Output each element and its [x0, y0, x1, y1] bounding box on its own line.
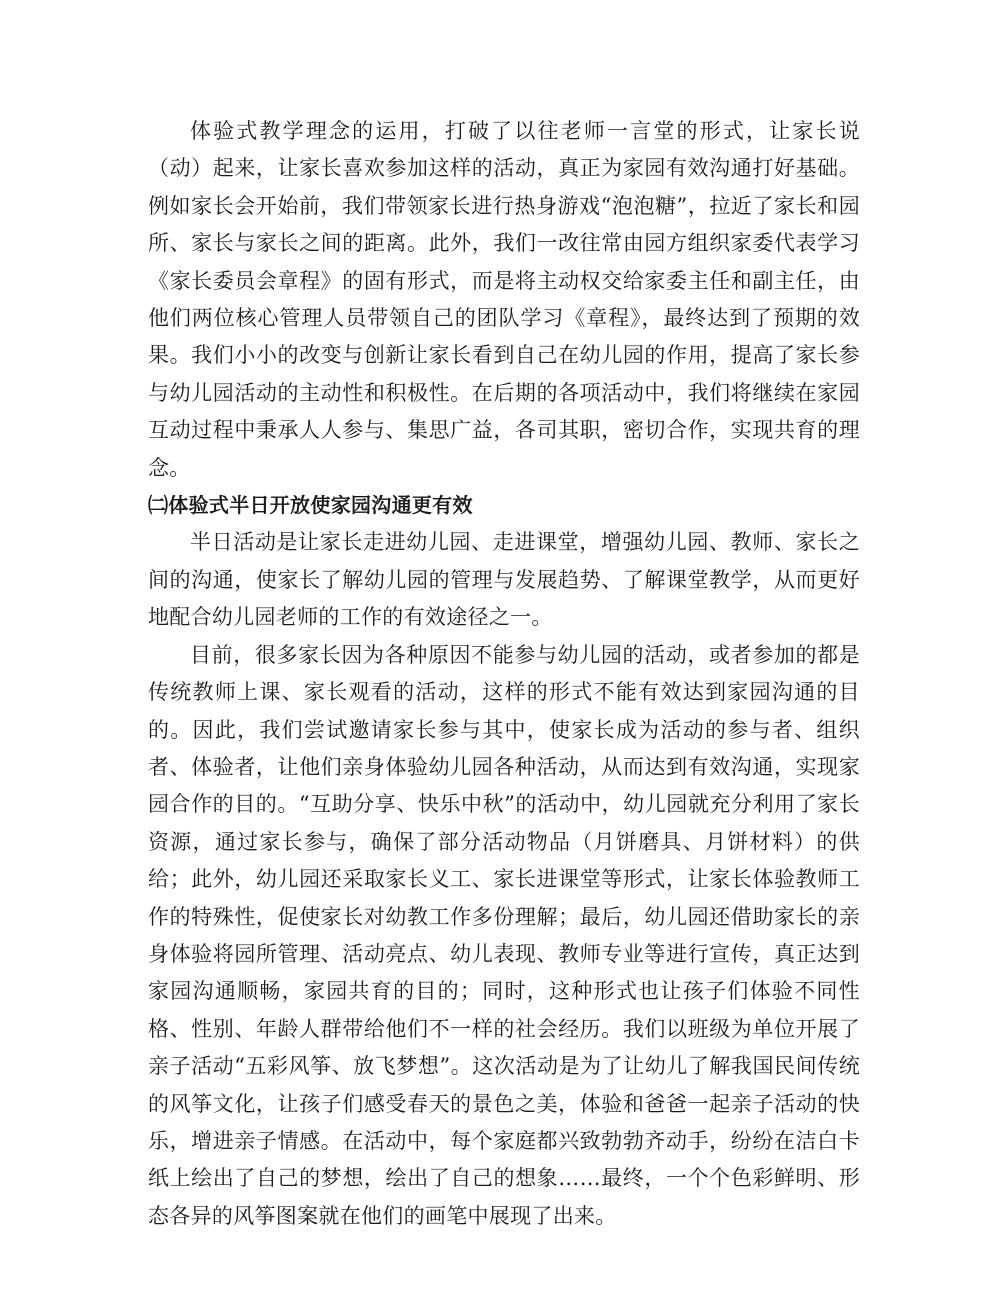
paragraph-experiential-teaching: 体验式教学理念的运用，打破了以往老师一言堂的形式，让家长说（动）起来，让家长喜欢参加这样的活动，真正为家园有效沟通打好基础。例如家长会开始前，我们带领家长进行热身游戏“泡泡糖”，拉近了家长和园所、家长与家长之间的距离。此外，我们一改往常由园方组织家委代表学习《家长委员会章程》的固有形式，而是将主动权交给家委主任和副主任，由他们两位核心管理人员带领自己的团队学习《章程》，最终达到了预期的效果。我们小小的改变与创新让家长看到自己在幼儿园的作用，提高了家长参与幼儿园活动的主动性和积极性。在后期的各项活动中，我们将继续在家园互动过程中秉承人人参与、集思广益，各司其职，密切合作，实现共育的理念。 — [148, 119, 860, 480]
paragraph-half-day-activity: 半日活动是让家长走进幼儿园、走进课堂，增强幼儿园、教师、家长之间的沟通，使家长了解幼儿园的管理与发展趋势、了解课堂教学，从而更好地配合幼儿园老师的工作的有效途径之一。 — [148, 530, 860, 630]
paragraph-parent-participation: 目前，很多家长因为各种原因不能参与幼儿园的活动，或者参加的都是传统教师上课、家长观看的活动，这样的形式不能有效达到家园沟通的目的。因此，我们尝试邀请家长参与其中，使家长成为活动的参与者、组织者、体验者，让他们亲身体验幼儿园各种活动，从而达到有效沟通，实现家园合作的目的。“互助分享、快乐中秋”的活动中，幼儿园就充分利用了家长资源，通过家长参与，确保了部分活动物品（月饼磨具、月饼材料）的供给；此外，幼儿园还采取家长义工、家长进课堂等形式，让家长体验教师工作的特殊性，促使家长对幼教工作多份理解；最后，幼儿园还借助家长的亲身体验将园所管理、活动亮点、幼儿表现、教师专业等进行宣传，真正达到家园沟通顺畅，家园共育的目的；同时，这种形式也让孩子们体验不同性格、性别、年龄人群带给他们不一样的社会经历。我们以班级为单位开展了亲子活动“五彩风筝、放飞梦想”。这次活动是为了让幼儿了解我国民间传统的风筝文化，让孩子们感受春天的景色之美，体验和爸爸一起亲子活动的快乐，增进亲子情感。在活动中，每个家庭都兴致勃勃齐动手，纷纷在洁白卡纸上绘出了自己的梦想，绘出了自己的想象……最终，一个个色彩鲜明、形态各异的风筝图案就在他们的画笔中展现了出来。 — [148, 642, 860, 1228]
section-heading-half-day-open: ㈡体验式半日开放使家园沟通更有效 — [148, 493, 473, 518]
document-page — [148, 113, 860, 1235]
